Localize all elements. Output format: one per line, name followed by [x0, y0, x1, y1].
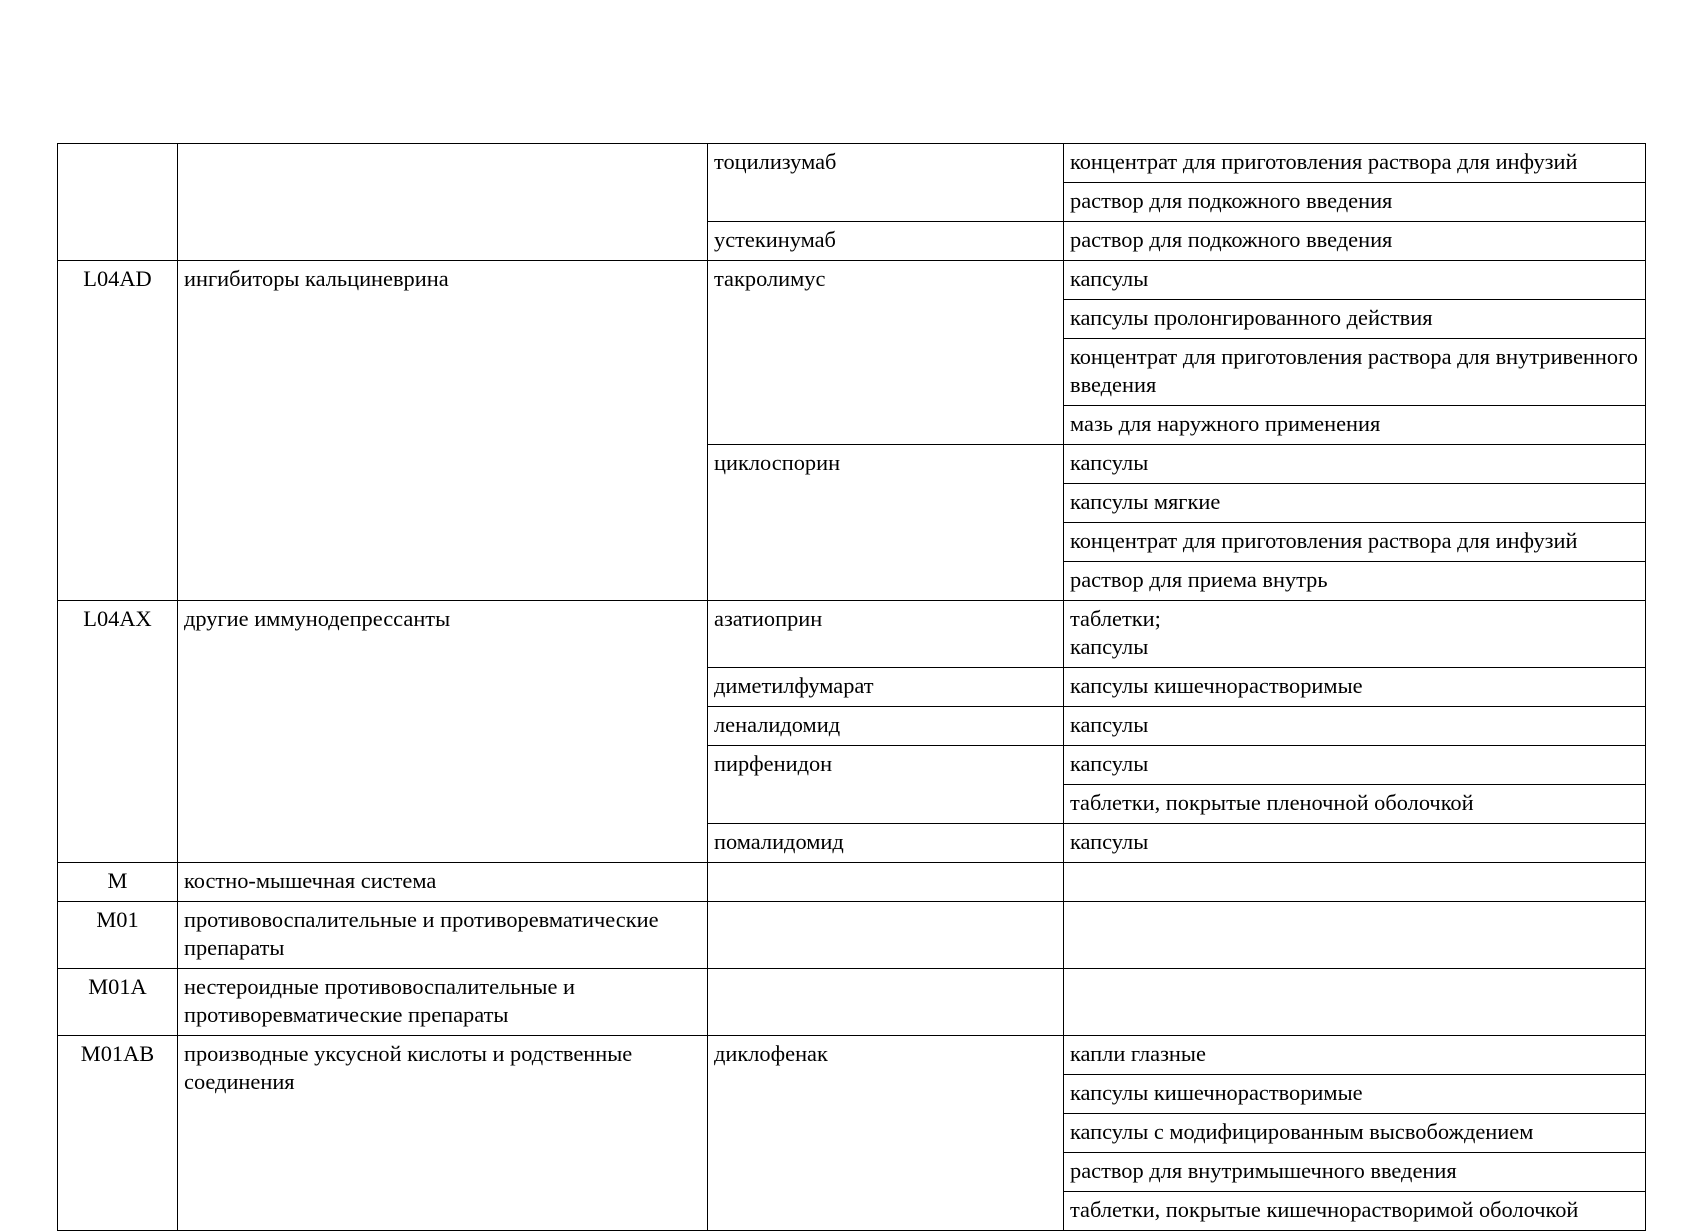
drug-row: [708, 601, 1645, 668]
dosage-form-list: [1064, 261, 1645, 444]
dosage-form-cell: капли глазные: [1064, 1036, 1645, 1075]
dosage-form-cell: концентрат для приготовления раствора для инфузий: [1064, 144, 1645, 183]
dosage-form-cell: таблетки; капсулы: [1070, 606, 1161, 659]
drug-list: [708, 601, 1645, 862]
dosage-form-list: [1064, 863, 1645, 901]
drug-inn-cell: такролимус: [708, 261, 1064, 444]
dosage-form-cell: таблетки, покрытые кишечнорастворимой оболочкой: [1070, 1197, 1579, 1222]
group-name-cell: [178, 144, 708, 260]
group-name-cell: нестероидные противовоспалительные и противоревматические препараты: [178, 969, 708, 1035]
atc-code-cell: M01: [58, 902, 178, 968]
dosage-form-cell: капсулы с модифицированным высвобождением: [1064, 1114, 1645, 1153]
atc-code-cell: [58, 144, 178, 260]
drug-inn-cell: азатиоприн: [708, 601, 1064, 667]
table-row-group: [58, 863, 1645, 902]
dosage-form-cell: концентрат для приготовления раствора для инфузий: [1064, 523, 1645, 562]
dosage-form-list: [1064, 1036, 1645, 1230]
atc-code-cell: M01A: [58, 969, 178, 1035]
dosage-form-cell: капсулы: [1070, 712, 1149, 737]
drug-row: [708, 668, 1645, 707]
dosage-form-list: [1064, 144, 1645, 221]
atc-code-cell: L04AX: [58, 601, 178, 862]
dosage-form-cell: капсулы кишечнорастворимые: [1064, 1075, 1645, 1114]
drug-row: [708, 863, 1645, 901]
dosage-form-cell: капсулы кишечнорастворимые: [1070, 673, 1363, 698]
drug-inn-cell: тоцилизумаб: [708, 144, 1064, 221]
drug-row: [708, 969, 1645, 1035]
dosage-form-list: [1064, 222, 1645, 260]
dosage-form-list: [1064, 824, 1645, 862]
drug-row: [708, 824, 1645, 862]
dosage-form-cell: [1064, 902, 1645, 968]
drug-row: [708, 746, 1645, 824]
group-name-cell: костно-мышечная система: [178, 863, 708, 901]
table-row-group: [58, 144, 1645, 261]
table-row-group: [58, 1036, 1645, 1230]
dosage-form-cell: раствор для подкожного введения: [1070, 227, 1393, 252]
dosage-form-cell: [1064, 863, 1645, 901]
drug-inn-cell: диклофенак: [708, 1036, 1064, 1230]
atc-code-cell: M01AB: [58, 1036, 178, 1230]
dosage-form-list: [1064, 746, 1645, 823]
drug-inn-cell: [708, 969, 1064, 1035]
drug-row: [708, 1036, 1645, 1230]
dosage-form-list: [1064, 969, 1645, 1035]
drug-row: [708, 445, 1645, 600]
dosage-form-list: [1064, 601, 1645, 667]
drug-list: [708, 1036, 1645, 1230]
dosage-form-cell: капсулы пролонгированного действия: [1064, 300, 1645, 339]
group-name-cell: противовоспалительные и противоревматические препараты: [178, 902, 708, 968]
group-name-cell: ингибиторы кальциневрина: [178, 261, 708, 600]
drug-table: [57, 143, 1646, 1231]
dosage-form-cell: концентрат для приготовления раствора для внутривенного введения: [1064, 339, 1645, 406]
dosage-form-cell: капсулы: [1070, 829, 1149, 854]
table-row-group: [58, 261, 1645, 601]
drug-list: [708, 261, 1645, 600]
drug-inn-cell: устекинумаб: [708, 222, 1064, 260]
drug-row: [708, 707, 1645, 746]
dosage-form-cell: таблетки, покрытые пленочной оболочкой: [1070, 790, 1474, 815]
table-row-group: [58, 969, 1645, 1036]
dosage-form-cell: капсулы: [1064, 445, 1645, 484]
table-row-group: [58, 902, 1645, 969]
dosage-form-cell: раствор для приема внутрь: [1070, 567, 1328, 592]
drug-inn-cell: леналидомид: [708, 707, 1064, 745]
drug-row: [708, 144, 1645, 222]
dosage-form-cell: мазь для наружного применения: [1070, 411, 1381, 436]
drug-list: [708, 144, 1645, 260]
atc-code-cell: L04AD: [58, 261, 178, 600]
group-name-cell: производные уксусной кислоты и родственные соединения: [178, 1036, 708, 1230]
dosage-form-cell: капсулы мягкие: [1064, 484, 1645, 523]
atc-code-cell: M: [58, 863, 178, 901]
drug-inn-cell: пирфенидон: [708, 746, 1064, 823]
drug-list: [708, 863, 1645, 901]
dosage-form-list: [1064, 668, 1645, 706]
drug-list: [708, 969, 1645, 1035]
dosage-form-cell: раствор для подкожного введения: [1070, 188, 1393, 213]
drug-inn-cell: помалидомид: [708, 824, 1064, 862]
dosage-form-list: [1064, 902, 1645, 968]
drug-inn-cell: [708, 902, 1064, 968]
drug-inn-cell: диметилфумарат: [708, 668, 1064, 706]
drug-row: [708, 222, 1645, 260]
drug-inn-cell: [708, 863, 1064, 901]
drug-row: [708, 261, 1645, 445]
dosage-form-cell: капсулы: [1064, 746, 1645, 785]
dosage-form-cell: раствор для внутримышечного введения: [1064, 1153, 1645, 1192]
drug-inn-cell: циклоспорин: [708, 445, 1064, 600]
dosage-form-list: [1064, 707, 1645, 745]
group-name-cell: другие иммунодепрессанты: [178, 601, 708, 862]
dosage-form-list: [1064, 445, 1645, 600]
dosage-form-cell: [1064, 969, 1645, 1035]
table-row-group: [58, 601, 1645, 863]
dosage-form-cell: капсулы: [1064, 261, 1645, 300]
drug-row: [708, 902, 1645, 968]
drug-list: [708, 902, 1645, 968]
